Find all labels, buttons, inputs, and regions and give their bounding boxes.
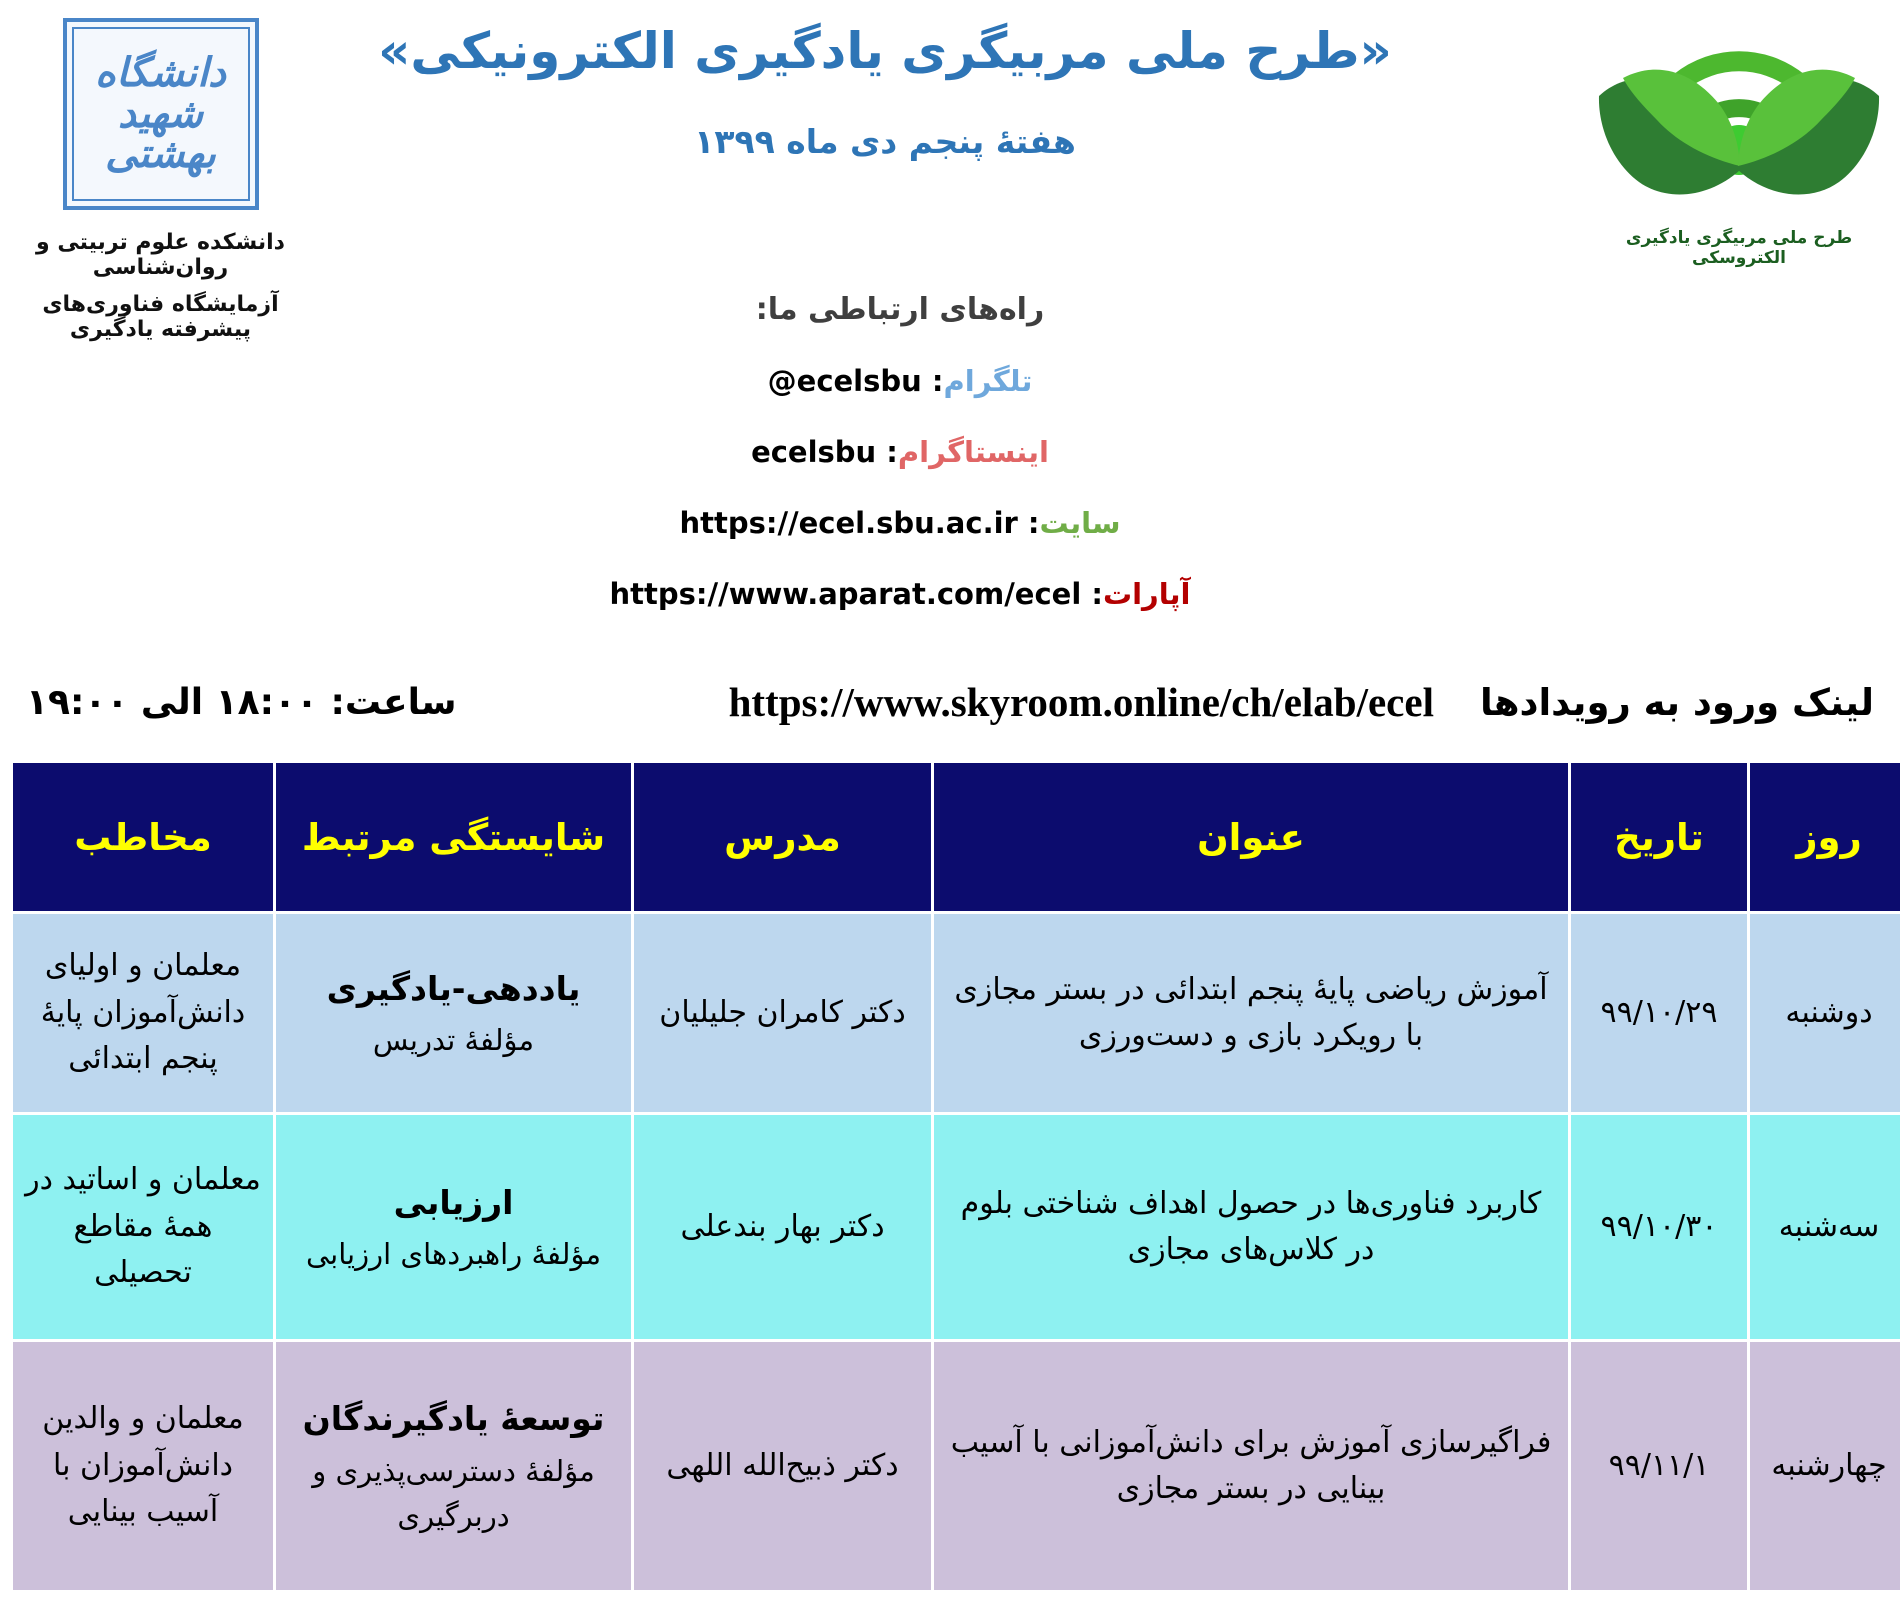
col-header-date: تاریخ: [1614, 815, 1704, 859]
col-header-instructor: مدرس: [724, 815, 841, 859]
university-block: [8, 14, 313, 342]
university-logo-calligraphy: [72, 27, 250, 201]
day-cell: سه‌شنبه: [1778, 1208, 1880, 1244]
instructor-cell: دکتر بهار بندعلی: [680, 1208, 885, 1244]
page-subtitle: هفتۀ پنجم دی ماه ۱۳۹۹: [694, 122, 1076, 161]
day-cell: چهارشنبه: [1771, 1447, 1887, 1483]
table-row: [13, 1342, 1900, 1590]
audience-cell: معلمان و والدین دانش‌آموزان با آسیب بینایی: [42, 1401, 244, 1530]
col-header-competency: شایستگی مرتبط: [301, 815, 606, 859]
col-header-day: روز: [1796, 815, 1862, 859]
colon: :: [1017, 506, 1040, 540]
program-logo-block: [1585, 8, 1893, 268]
program-logo-caption: طرح ملی مربیگری یادگیری الکتروسکی: [1625, 228, 1853, 268]
title-cell: فراگیرسازی آموزش برای دانش‌آموزانی با آسیب بینایی در بستر مجازی: [950, 1424, 1552, 1506]
faculty-name: دانشکده علوم تربیتی و روان‌شناسی: [36, 230, 285, 280]
competency-sub: مؤلفۀ راهبردهای ارزیابی: [305, 1237, 602, 1272]
events-bar: [0, 678, 1900, 726]
day-cell: دوشنبه: [1785, 994, 1873, 1030]
audience-cell: معلمان و اساتید در همۀ مقاطع تحصیلی: [25, 1162, 261, 1291]
university-logo: [63, 18, 259, 210]
colon: :: [921, 364, 944, 398]
competency-cell: [276, 1115, 631, 1339]
competency-cell: [276, 914, 631, 1112]
title-cell: آموزش ریاضی پایۀ پنجم ابتدائی در بستر مجازی با رویکرد بازی و دست‌ورزی: [954, 971, 1548, 1053]
events-link-group: [729, 678, 1874, 726]
table-row: [13, 914, 1900, 1112]
competency-cell: [276, 1342, 631, 1590]
website-label: سایت: [1039, 506, 1121, 540]
lab-name: آزمایشگاه فناوری‌های پیشرفته یادگیری: [42, 292, 279, 342]
instructor-cell: دکتر کامران جلیلیان: [659, 994, 906, 1030]
audience-cell: معلمان و اولیای دانش‌آموزان پایۀ پنجم ابتدائی: [40, 948, 246, 1077]
competency-main: یاددهی-یادگیری: [326, 968, 581, 1008]
date-cell: ۹۹/۱۱/۱: [1608, 1447, 1710, 1483]
date-cell: ۹۹/۱۰/۳۰: [1600, 1208, 1718, 1244]
competency-sub: مؤلفۀ دسترسی‌پذیری و دربرگیری: [312, 1453, 595, 1533]
contact-line-instagram: [350, 435, 1450, 469]
website-url[interactable]: https://ecel.sbu.ac.ir: [679, 506, 1018, 540]
schedule-header-row: [13, 763, 1900, 911]
title-cell: کاربرد فناوری‌ها در حصول اهداف شناختی بلوم در کلاس‌های مجازی: [960, 1185, 1542, 1267]
contact-line-telegram: [350, 364, 1450, 398]
telegram-label: تلگرام: [943, 364, 1033, 398]
colon: :: [876, 435, 898, 469]
page-title: «طرح ملی مربیگری یادگیری الکترونیکی»: [378, 22, 1392, 80]
university-logo-word: دانشگاه: [95, 49, 226, 96]
contact-block: [350, 292, 1450, 611]
skyroom-link[interactable]: https://www.skyroom.online/ch/elab/ecel: [728, 679, 1434, 725]
contact-line-aparat: [350, 577, 1450, 611]
contact-line-website: [350, 506, 1450, 540]
title-block: [320, 22, 1450, 161]
contact-heading: راه‌های ارتباطی ما:: [755, 292, 1045, 327]
aparat-label: آپارات: [1102, 577, 1191, 611]
competency-sub: مؤلفۀ تدریس: [372, 1023, 535, 1058]
col-header-title: عنوان: [1197, 815, 1305, 859]
colon: :: [1081, 577, 1103, 611]
schedule-table: [10, 760, 1900, 1593]
university-logo-word: شهید: [117, 90, 204, 137]
competency-main: توسعۀ یادگیرندگان: [302, 1399, 605, 1439]
date-cell: ۹۹/۱۰/۲۹: [1600, 994, 1718, 1030]
instagram-handle[interactable]: ecelsbu: [751, 435, 877, 469]
events-link-label: لینک ورود به رویدادها: [1479, 680, 1874, 724]
instagram-label: اینستاگرام: [897, 435, 1049, 469]
table-row: [13, 1115, 1900, 1339]
university-logo-word: بهشتی: [105, 131, 216, 178]
col-header-audience: مخاطب: [74, 815, 212, 859]
program-logo-icon: [1589, 8, 1889, 220]
telegram-handle[interactable]: @ecelsbu: [767, 364, 922, 398]
competency-main: ارزیابی: [393, 1182, 514, 1222]
instructor-cell: دکتر ذبیح‌الله اللهی: [666, 1447, 899, 1483]
aparat-url[interactable]: https://www.aparat.com/ecel: [609, 577, 1082, 611]
session-time: ساعت: ۱۸:۰۰ الی ۱۹:۰۰: [26, 681, 457, 723]
